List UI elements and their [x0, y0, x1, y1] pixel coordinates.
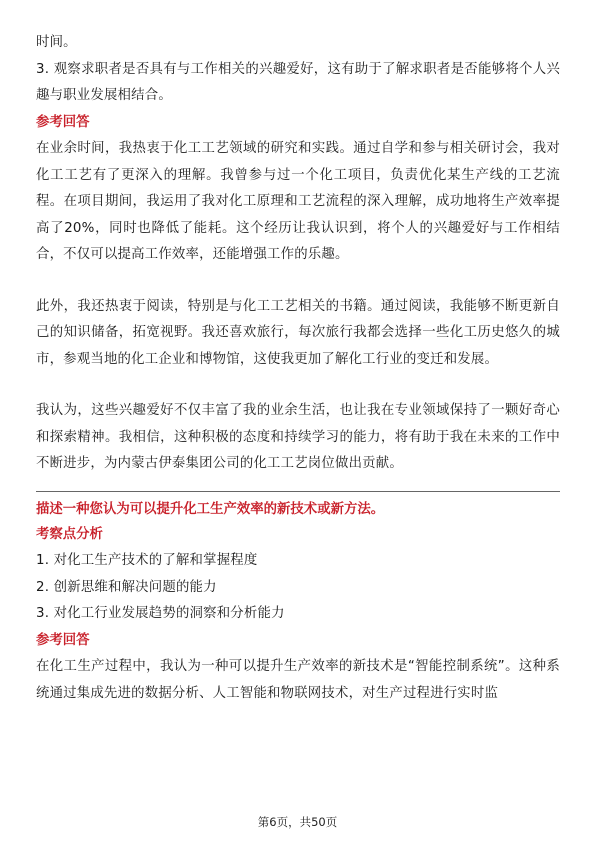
- analysis-item: 3. 对化工行业发展趋势的洞察和分析能力: [36, 606, 285, 621]
- intro-line: 3. 观察求职者是否具有与工作相关的兴趣爱好，这有助于了解求职者是否能够将个人兴趣与职业发展相结合。: [36, 61, 560, 103]
- section-divider: [36, 491, 560, 492]
- answer-heading: 参考回答: [36, 632, 90, 648]
- answer-paragraph: 在业余时间，我热衷于化工工艺领域的研究和实践。通过自学和参与相关研讨会，我对化工工艺有了更深入的理解。我曾参与过一个化工项目，负责优化某生产线的工艺流程。在项目期间，我运用了我对化工原理和工艺流程的深入理解，成功地将生产效率提高了20%，同时也降低了能耗。这个经历让我认识到，将个人的兴趣爱好与工作相结合，不仅可以提高工作效率，还能增强工作的乐趣。: [36, 141, 560, 262]
- paragraph-gap: [36, 269, 560, 294]
- paragraph-gap: [36, 373, 560, 398]
- answer-paragraph: 在化工生产过程中，我认为一种可以提升生产效率的新技术是“智能控制系统”。这种系统通过集成先进的数据分析、人工智能和物联网技术，对生产过程进行实时监: [36, 659, 560, 701]
- analysis-heading: 考察点分析: [36, 526, 103, 542]
- analysis-item: 2. 创新思维和解决问题的能力: [36, 579, 217, 595]
- answer-paragraph: 此外，我还热衷于阅读，特别是与化工工艺相关的书籍。通过阅读，我能够不断更新自己的知识储备，拓宽视野。我还喜欢旅行，每次旅行我都会选择一些化工历史悠久的城市，参观当地的化工企业和博物馆，这使我更加了解化工行业的变迁和发展。: [36, 298, 560, 367]
- intro-line: 时间。: [36, 35, 77, 50]
- answer-paragraph: 我认为，这些兴趣爱好不仅丰富了我的业余生活，也让我在专业领域保持了一颗好奇心和探索精神。我相信，这种积极的态度和持续学习的能力，将有助于我在未来的工作中不断进步，为内蒙古伊泰集团公司的化工工艺岗位做出贡献。: [36, 403, 560, 471]
- document-page: [36, 30, 560, 707]
- page-number: 第6页，共50页: [257, 815, 338, 829]
- question-title: 描述一种您认为可以提升化工生产效率的新技术或新方法。: [36, 501, 385, 517]
- answer-heading: 参考回答: [36, 114, 90, 130]
- analysis-item: 1. 对化工生产技术的了解和掌握程度: [36, 553, 258, 568]
